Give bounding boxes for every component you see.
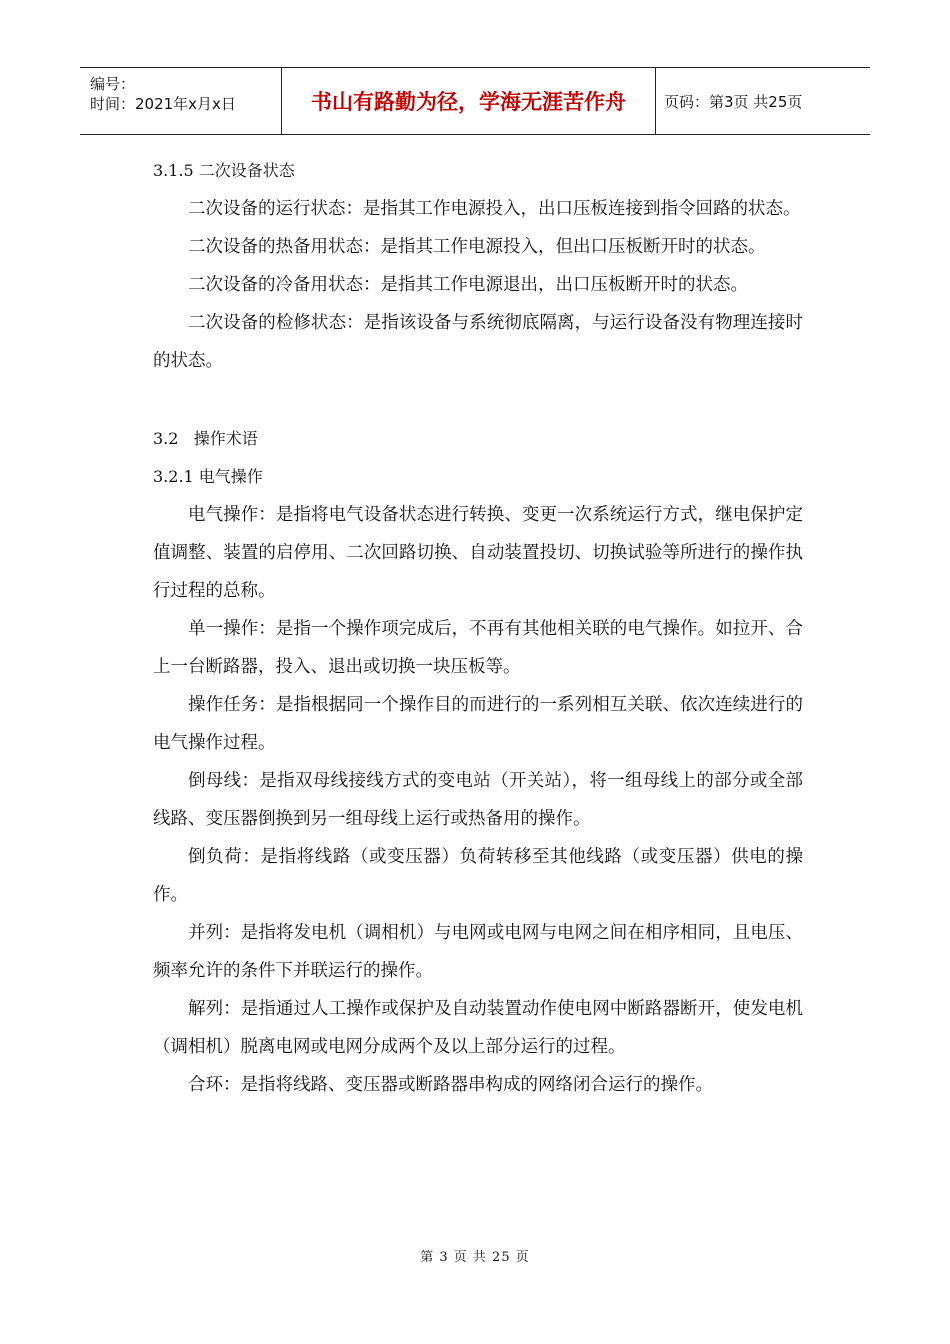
- paragraph: 二次设备的冷备用状态：是指其工作电源退出，出口压板断开时的状态。: [188, 275, 748, 295]
- paragraph: 倒母线：是指双母线接线方式的变电站（开关站），将一组母线上的部分或全部线路、变压器倒换到另一组母线上运行或热备用的操作。: [153, 771, 803, 829]
- header-meta: [80, 68, 282, 134]
- section-spacer: [153, 380, 803, 420]
- paragraph: 二次设备的运行状态：是指其工作电源投入，出口压板连接到指令回路的状态。: [188, 199, 801, 219]
- page-header: [80, 67, 870, 135]
- paragraph: 并列：是指将发电机（调相机）与电网或电网与电网之间在相序相同，且电压、频率允许的条件下并联运行的操作。: [153, 923, 803, 981]
- section-heading: 3.2 操作术语: [153, 429, 258, 448]
- header-page-info: 页码：第3页 共25页: [664, 92, 803, 111]
- paragraph: 电气操作：是指将电气设备状态进行转换、变更一次系统运行方式，继电保护定值调整、装置的启停用、二次回路切换、自动装置投切、切换试验等所进行的操作执行过程的总称。: [153, 505, 803, 601]
- paragraph: 二次设备的检修状态：是指该设备与系统彻底隔离，与运行设备没有物理连接时的状态。: [153, 313, 803, 371]
- paragraph: 解列：是指通过人工操作或保护及自动装置动作使电网中断路器断开，使发电机（调相机）脱离电网或电网分成两个及以上部分运行的过程。: [153, 999, 803, 1057]
- paragraph: 二次设备的热备用状态：是指其工作电源投入，但出口压板断开时的状态。: [188, 237, 766, 257]
- paragraph: 合环：是指将线路、变压器或断路器串构成的网络闭合运行的操作。: [188, 1075, 713, 1095]
- paragraph: 倒负荷：是指将线路（或变压器）负荷转移至其他线路（或变压器）供电的操作。: [153, 847, 803, 905]
- paragraph: 单一操作：是指一个操作项完成后，不再有其他相关联的电气操作。如拉开、合上一台断路器，投入、退出或切换一块压板等。: [153, 619, 803, 677]
- document-body: [153, 152, 803, 1104]
- page-footer: 第 3 页 共 25 页: [420, 1250, 530, 1265]
- document-date-label: 时间：2021年x月x日: [90, 95, 236, 113]
- section-heading: 3.1.5 二次设备状态: [153, 161, 295, 180]
- header-motto: 书山有路勤为径，学海无涯苦作舟: [282, 68, 656, 134]
- paragraph: 操作任务：是指根据同一个操作目的而进行的一系列相互关联、依次连续进行的电气操作过程。: [153, 695, 803, 753]
- document-number-label: 编号：: [90, 75, 136, 93]
- subsection-heading: 3.2.1 电气操作: [153, 467, 263, 486]
